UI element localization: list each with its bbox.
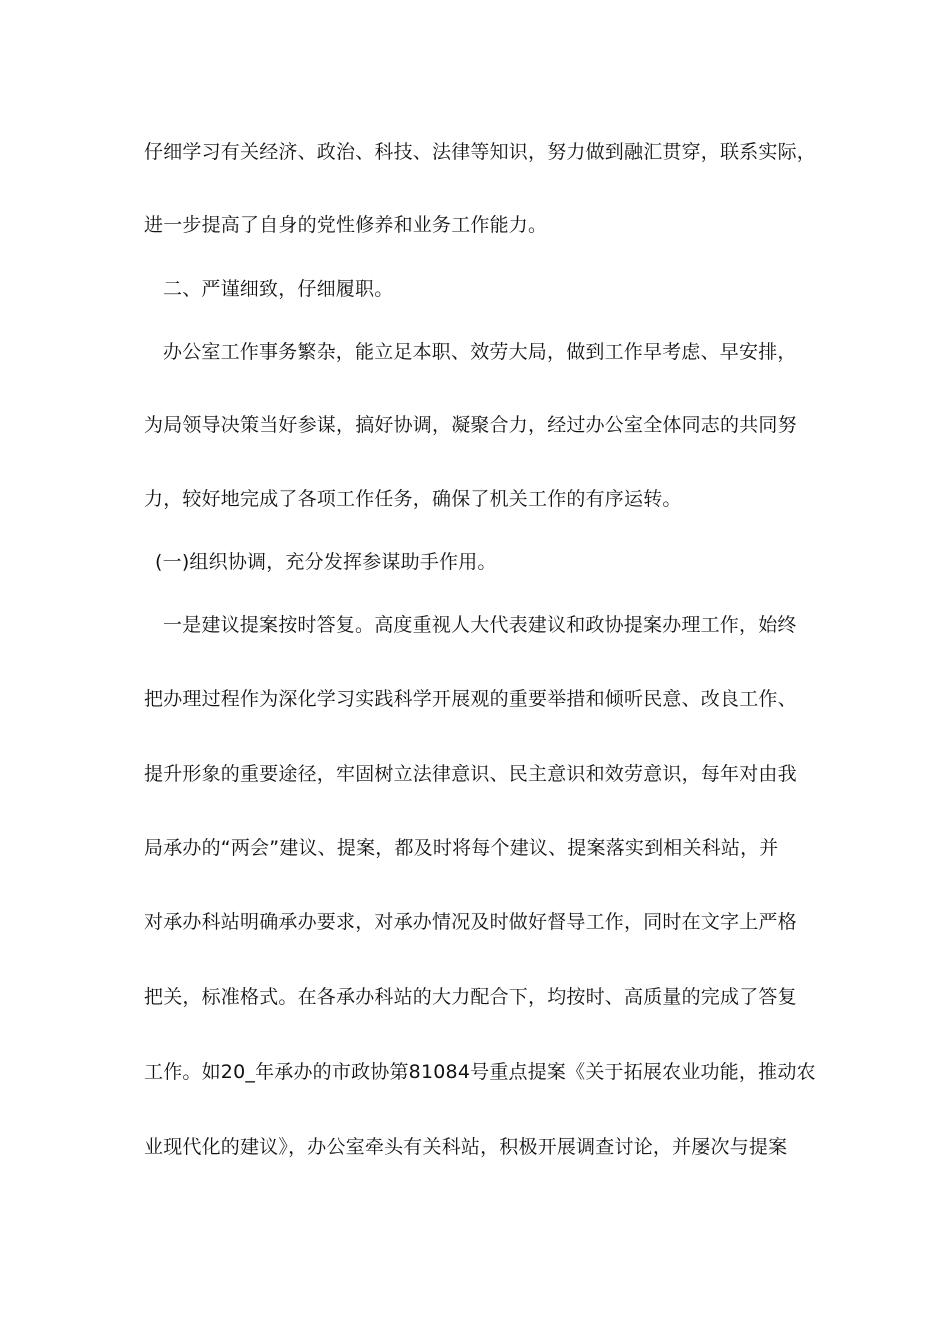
paragraph-line: 仔细学习有关经济、政治、科技、法律等知识，努力做到融汇贯穿，联系实际， bbox=[144, 141, 817, 163]
paragraph-line: 业现代化的建议》，办公室牵头有关科站，积极开展调查讨论，并屡次与提案 bbox=[144, 1136, 788, 1158]
paragraph-line: 一是建议提案按时答复。高度重视人大代表建议和政协提案办理工作，始终 bbox=[163, 614, 797, 636]
paragraph-line: 进一步提高了自身的党性修养和业务工作能力。 bbox=[144, 214, 548, 236]
paragraph-line: 对承办科站明确承办要求，对承办情况及时做好督导工作，同时在文字上严格 bbox=[144, 911, 797, 933]
paragraph-line: 工作。如20_年承办的市政协第81084号重点提案《关于拓展农业功能，推动农 bbox=[144, 1061, 816, 1083]
paragraph-line: 把办理过程作为深化学习实践科学开展观的重要举措和倾听民意、改良工作、 bbox=[144, 688, 797, 710]
paragraph-line: 局承办的“两会”建议、提案，都及时将每个建议、提案落实到相关科站，并 bbox=[144, 837, 779, 859]
section-heading: 二、严谨细致，仔细履职。 bbox=[163, 278, 394, 300]
paragraph-line: 力，较好地完成了各项工作任务，确保了机关工作的有序运转。 bbox=[144, 488, 682, 510]
paragraph-line: 把关，标准格式。在各承办科站的大力配合下，均按时、高质量的完成了答复 bbox=[144, 986, 797, 1008]
paragraph-line: 办公室工作事务繁杂，能立足本职、效劳大局，做到工作早考虑、早安排， bbox=[163, 341, 797, 363]
subsection-heading: (一)组织协调，充分发挥参谋助手作用。 bbox=[155, 551, 497, 573]
paragraph-line: 提升形象的重要途径，牢固树立法律意识、民主意识和效劳意识，每年对由我 bbox=[144, 763, 797, 785]
paragraph-line: 为局领导决策当好参谋，搞好协调，凝聚合力，经过办公室全体同志的共同努 bbox=[144, 414, 797, 436]
